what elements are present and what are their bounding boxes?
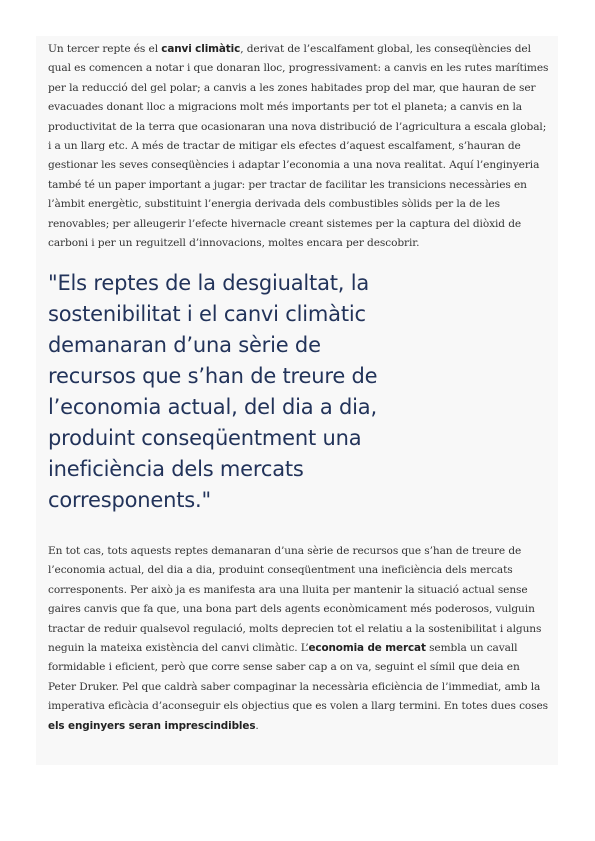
paragraph-text: Un tercer repte és el <box>48 43 162 55</box>
bold-term-economia-de-mercat: economia de mercat <box>308 642 426 655</box>
paragraph-climate-change <box>48 40 550 253</box>
paragraph-conclusion <box>48 542 550 736</box>
paragraph-text: En tot cas, tots aquests reptes demanaran d’una sèrie de recursos que s’han de treure de l’economia actual, del dia a dia, produint conseqüentment una ineficiència dels mercats corresponents. Per això ja es manifesta ara una lluita per mantenir la situació actual sense gaires canvis que fa que, una bona part dels agents econòmicament més poderosos, vulguin tractar de reduir qualsevol regulació, molts deprecien tot el relatiu a la sostenibilitat i alguns neguin la mateixa existència del canvi climàtic. L’ <box>48 545 542 655</box>
bold-term-canvi-climatic: canvi climàtic <box>161 43 241 55</box>
paragraph-text: sembla un cavall formidable i eficient, però que corre sense saber cap a on va, seguint el símil que deia en Peter Druker. Pel que caldrà saber compaginar la necessària eficiència de l’immediat, amb la imperativa eficàcia d’aconseguir els objectius que es volen a llarg termini. En totes dues coses <box>48 642 549 713</box>
pull-quote: "Els reptes de la desgiualtat, la sostenibilitat i el canvi climàtic demanaran d’una sèrie de recursos que s’han de treure de l’economia actual, del dia a dia, produint conseqüentment una ineficiència dels mercats corresponents." <box>48 271 378 512</box>
bold-term-enginyers: els enginyers seran imprescindibles <box>48 719 256 732</box>
paragraph-text: , derivat de l’escalfament global, les conseqüències del qual es comencen a notar i que donaran lloc, progressivament: a canvis en les rutes marítimes per la reducció del gel polar; a canvis a les zones habitades prop del mar, que hauran de ser evacuades donant lloc a migracions molt més importants per tot el planeta; a canvis en la productivitat de la terra que ocasionaran una nova distribució de l’agricultura a escala global; i a un llarg etc. A més de tractar de mitigar els efectes d’aquest escalfament, s’hauran de gestionar les seves conseqüències i adaptar l’economia a una nova realitat. Aquí l’enginyeria també té un paper important a jugar: per tractar de facilitar les transicions necessàries en l’àmbit energètic, substituint l’energia derivada dels combustibles sòlids per la de les renovables; per alleugerir l’efecte hivernacle creant sistemes per la captura del diòxid de carboni i per un reguitzell d’innovacions, moltes encara per descobrir. <box>48 43 549 250</box>
paragraph-text: . <box>255 719 259 732</box>
